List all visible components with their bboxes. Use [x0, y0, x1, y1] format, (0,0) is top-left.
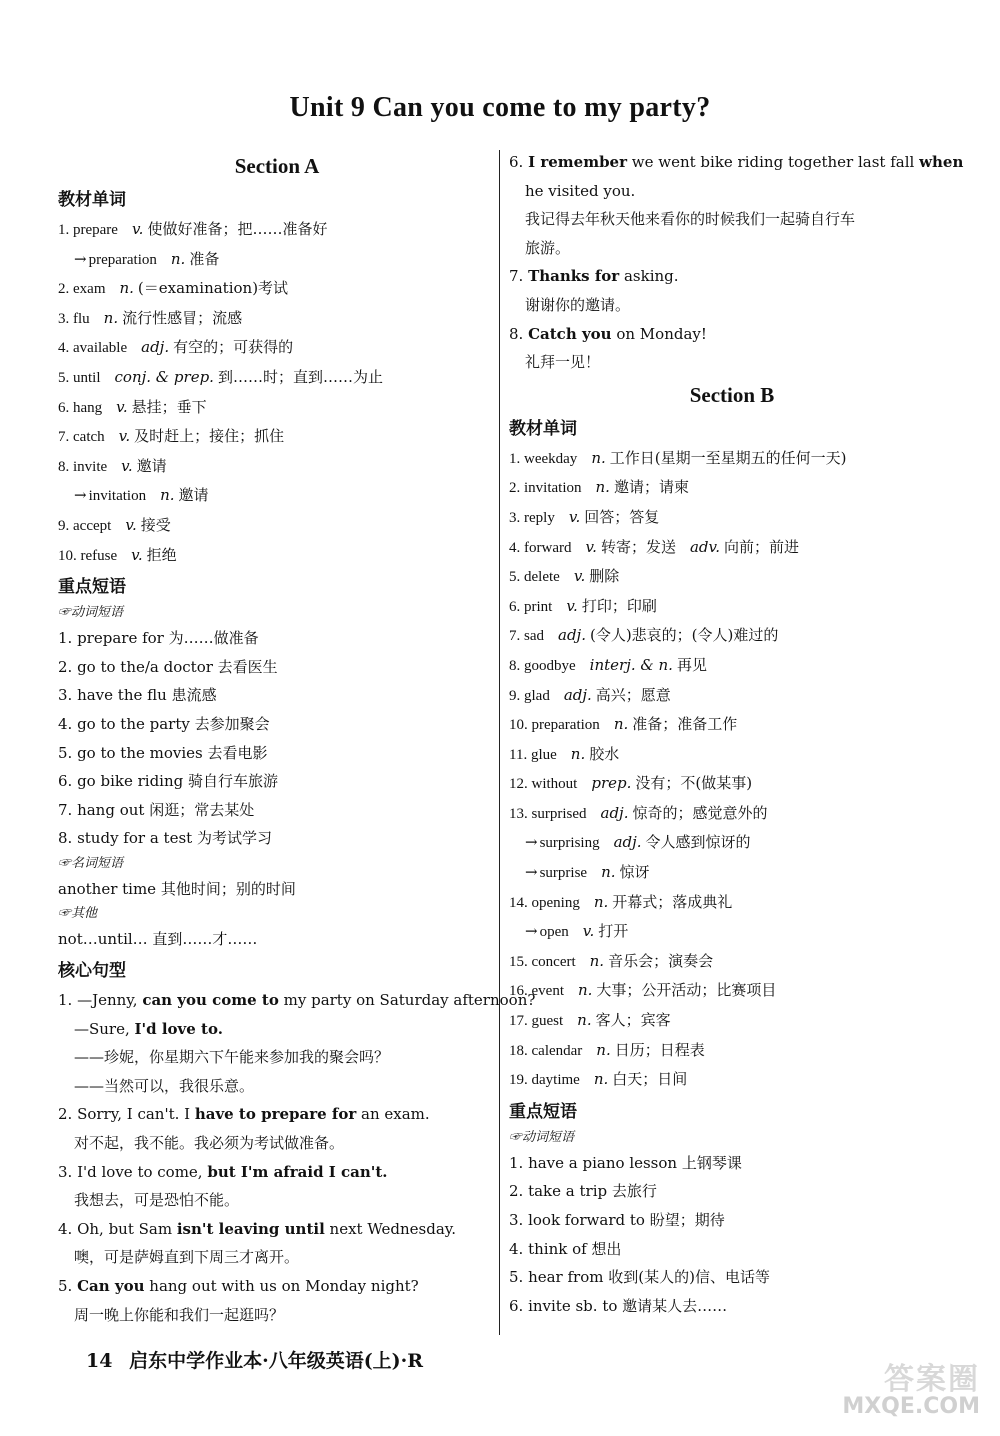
- sentence-line: [509, 148, 964, 177]
- sentence-text: 旅游。: [525, 238, 571, 257]
- vocab-meaning: 悬挂；垂下: [131, 397, 207, 416]
- vocab-word: 14. opening: [509, 894, 580, 911]
- part-of-speech: adj.: [558, 626, 586, 645]
- key-phrase: Thanks for: [528, 267, 620, 286]
- derivation-arrow-icon: →: [74, 249, 87, 268]
- vocab-entry: [509, 1006, 955, 1036]
- vocab-entry: [509, 592, 955, 622]
- sentence-text: asking.: [619, 267, 679, 286]
- section-a-title: Section A: [234, 154, 320, 178]
- vocab-meaning: 有空的；可获得的: [173, 338, 294, 357]
- key-phrase: Catch you: [528, 324, 612, 343]
- vocab-word: 3. reply: [509, 509, 555, 526]
- phrase-item: 3. have the flu 患流感: [58, 686, 217, 705]
- part-of-speech: conj. & prep.: [114, 367, 214, 386]
- sentence-line: [509, 262, 955, 291]
- phrase-item: 1. prepare for 为……做准备: [58, 629, 259, 648]
- vocab-word: 2. invitation: [509, 480, 582, 497]
- vocab-word: invitation: [88, 488, 147, 505]
- vocab-word: surprising: [539, 835, 600, 852]
- sentence-text: 周一晚上你能和我们一起逛吗？: [74, 1305, 285, 1324]
- sentence-heading-a: 核心句型: [58, 961, 126, 982]
- vocab-meaning: 令人感到惊讶的: [645, 833, 751, 852]
- sentence-line: [58, 1072, 496, 1101]
- sentence-line: [58, 1215, 496, 1244]
- vocab-entry: [509, 562, 955, 592]
- vocab-word: 4. forward: [509, 539, 572, 556]
- sentence-text: 噢，可是萨姆直到下周三才离开。: [74, 1248, 300, 1267]
- vocab-meaning: 及时赶上；接住；抓住: [134, 427, 285, 446]
- vocab-word: 8. goodbye: [509, 657, 576, 674]
- vocab-entry: [509, 621, 955, 651]
- vocab-entry: [58, 333, 496, 363]
- watermark-url: MXQE.COM: [842, 1394, 980, 1419]
- vocab-meaning: 邀请；请柬: [613, 478, 689, 497]
- vocab-entry: [58, 304, 496, 334]
- part-of-speech: n.: [589, 951, 605, 970]
- vocab-heading-b: 教材单词: [509, 418, 577, 439]
- key-phrase: Can you: [77, 1277, 145, 1295]
- key-phrase: but I'm afraid I can't.: [207, 1162, 388, 1181]
- vocab-word: surprise: [539, 865, 588, 882]
- sentence-text: he visited you.: [525, 181, 636, 200]
- part-of-speech: adj.: [600, 803, 629, 822]
- part-of-speech: v.: [131, 220, 144, 238]
- sentence-text: —Sure,: [74, 1019, 135, 1038]
- vocab-word: 9. glad: [509, 687, 550, 704]
- phrase-item: 2. take a trip 去旅行: [509, 1182, 657, 1201]
- vocab-word: 12. without: [509, 776, 578, 793]
- vocab-entry: [509, 503, 955, 533]
- vocab-word: 10. preparation: [509, 717, 600, 734]
- vocab-entry: [58, 393, 496, 423]
- sentence-text: next Wednesday.: [324, 1219, 457, 1238]
- sentence-list-a-continued: [509, 148, 964, 377]
- vocab-meaning: 回答；答复: [584, 507, 660, 526]
- vocab-entry: [58, 274, 496, 304]
- part-of-speech: v.: [121, 456, 133, 475]
- right-column: [509, 148, 964, 1320]
- sentence-text: 4. Oh, but Sam: [58, 1219, 177, 1238]
- phrase-item: 3. look forward to 盼望；期待: [509, 1211, 725, 1229]
- section-b-title: Section B: [689, 382, 775, 407]
- sentence-line: [58, 1243, 496, 1272]
- vocab-word: 16. event: [509, 983, 564, 1000]
- part-of-speech: n.: [593, 892, 609, 911]
- noun-phrase-label-a: ☞名词短语: [58, 855, 124, 871]
- vocab-entry: [509, 828, 955, 858]
- phrase-item: 5. go to the movies 去看电影: [58, 743, 268, 762]
- vocab-entry: [509, 769, 955, 799]
- vocab-word: 7. catch: [58, 429, 105, 446]
- sentence-text: 对不起，我不能。我必须为考试做准备。: [74, 1134, 345, 1153]
- part-of-speech: n.: [596, 1040, 611, 1059]
- part-of-speech: n.: [103, 308, 119, 327]
- sentence-text: 7.: [509, 267, 529, 286]
- sentence-line: [58, 1100, 496, 1129]
- part-of-speech: n.: [593, 1070, 609, 1089]
- vocab-meaning: 准备: [189, 249, 220, 268]
- part-of-speech: n.: [577, 1011, 592, 1030]
- vocab-meaning: 转寄；发送: [600, 537, 676, 556]
- part-of-speech: interj. & n.: [589, 655, 673, 674]
- derivation-arrow-icon: →: [525, 833, 538, 852]
- vocab-meaning: 客人；宾客: [595, 1011, 671, 1030]
- verb-phrase-label-a: ☞动词短语: [58, 605, 124, 621]
- vocab-meaning: 再见: [676, 655, 707, 674]
- part-of-speech: v.: [568, 507, 581, 526]
- vocab-entry: [509, 858, 955, 888]
- part-of-speech: n.: [591, 448, 606, 467]
- sentence-text: 谢谢你的邀请。: [525, 295, 631, 314]
- page-number: 14: [86, 1350, 113, 1372]
- vocab-word: 4. available: [58, 340, 128, 357]
- sentence-line: [509, 205, 955, 234]
- sentence-line: [58, 1158, 496, 1187]
- vocab-word: 9. accept: [58, 517, 112, 534]
- sentence-line: [509, 291, 955, 320]
- sentence-line: [509, 234, 955, 263]
- vocab-entry: [509, 947, 955, 977]
- vocab-meaning: 拒绝: [146, 545, 177, 564]
- part-of-speech: n.: [613, 715, 629, 734]
- sentence-text: 5.: [58, 1277, 78, 1295]
- page-title: Unit 9 Can you come to my party?: [289, 92, 711, 123]
- vocab-entry: [58, 215, 496, 245]
- sentence-text: an exam.: [356, 1105, 430, 1124]
- key-phrase: I remember: [528, 153, 627, 171]
- sentence-line: [509, 177, 955, 206]
- sentence-text: 8.: [509, 324, 529, 343]
- vocab-word: 5. delete: [509, 569, 560, 586]
- phrase-item: 7. hang out 闲逛；常去某处: [58, 800, 255, 819]
- vocab-entry: [509, 710, 955, 740]
- vocab-meaning: 打印；印刷: [581, 596, 657, 615]
- sentence-line: [58, 986, 536, 1015]
- sentence-line: [58, 1043, 496, 1072]
- vocab-meaning: 流行性感冒；流感: [122, 308, 243, 327]
- vocab-meaning: 白天；日间: [612, 1070, 688, 1089]
- key-phrase: have to prepare for: [194, 1105, 357, 1124]
- book-title: 启东中学作业本·八年级英语(上)·R: [129, 1350, 424, 1372]
- vocab-list-b: [509, 444, 955, 1095]
- vocab-meaning: 删除: [589, 567, 620, 586]
- sentence-text: 1. —Jenny,: [58, 991, 143, 1010]
- vocab-entry: [509, 799, 955, 829]
- vocab-word: open: [539, 924, 569, 941]
- vocab-entry: [509, 1036, 955, 1066]
- key-phrase: when: [919, 153, 964, 171]
- part-of-speech: v.: [566, 596, 578, 615]
- vocab-entry: [509, 740, 955, 770]
- vocab-entry: [509, 1065, 955, 1095]
- vocab-word: 8. invite: [58, 458, 108, 475]
- vocab-entry: [58, 541, 496, 571]
- phrase-item: another time 其他时间；别的时间: [58, 879, 296, 898]
- phrase-item: 2. go to the/a doctor 去看医生: [58, 657, 278, 676]
- vocab-entry: [509, 976, 955, 1006]
- sentence-text: 2. Sorry, I can't. I: [58, 1105, 195, 1124]
- sentence-text: 6.: [509, 153, 529, 171]
- phrase-item: 4. think of 想出: [509, 1239, 622, 1258]
- vocab-meaning: 日历；日程表: [614, 1040, 705, 1059]
- vocab-word: 5. until: [58, 369, 101, 386]
- phrase-item: not…until… 直到……才……: [58, 930, 258, 949]
- vocab-word: 17. guest: [509, 1013, 564, 1030]
- sentence-text: 我想去，可是恐怕不能。: [74, 1191, 240, 1210]
- vocab-entry: [58, 481, 496, 511]
- vocab-word: 6. print: [509, 598, 553, 615]
- part-of-speech: adv.: [689, 537, 720, 556]
- vocab-entry: [509, 681, 955, 711]
- vocab-entry: [58, 363, 496, 393]
- part-of-speech: adj.: [141, 338, 170, 357]
- vocab-list-a: [58, 215, 496, 570]
- vocab-entry: [58, 452, 496, 482]
- vocab-meaning: 胶水: [589, 744, 620, 763]
- vocab-meaning: 工作日(星期一至星期五的任何一天): [609, 448, 847, 467]
- vocab-meaning: 惊讶: [619, 863, 650, 882]
- key-phrase: can you come to: [142, 991, 279, 1010]
- sentence-text: 我记得去年秋天他来看你的时候我们一起骑自行车: [525, 210, 856, 229]
- vocab-word: 10. refuse: [58, 547, 118, 564]
- vocab-entry: [509, 651, 955, 681]
- vocab-word: 2. exam: [58, 281, 106, 298]
- vocab-entry: [58, 422, 496, 452]
- part-of-speech: n.: [570, 744, 586, 763]
- part-of-speech: adj.: [613, 833, 642, 852]
- vocab-entry: [509, 533, 955, 563]
- sentence-text: ——当然可以，我很乐意。: [74, 1076, 255, 1095]
- vocab-entry: [58, 245, 496, 275]
- sentence-text: 礼拜一见！: [525, 353, 601, 372]
- part-of-speech: n.: [160, 486, 175, 505]
- vocab-word: 15. concert: [509, 953, 576, 970]
- vocab-word: 13. surprised: [509, 805, 587, 822]
- vocab-meaning: 打开: [598, 922, 629, 941]
- sentence-line: [58, 1186, 496, 1215]
- other-label-a: ☞其他: [58, 906, 98, 922]
- vocab-entry: [509, 888, 955, 918]
- vocab-word: 6. hang: [58, 399, 103, 416]
- derivation-arrow-icon: →: [525, 863, 538, 882]
- vocab-word: 11. glue: [509, 746, 557, 763]
- part-of-speech: prep.: [591, 774, 632, 793]
- vocab-word: 19. daytime: [509, 1072, 580, 1089]
- vocab-word: 18. calendar: [509, 1042, 583, 1059]
- vocab-meaning: 没有；不(做某事): [635, 774, 753, 793]
- part-of-speech: n.: [577, 981, 593, 1000]
- vocab-meaning: 高兴；愿意: [595, 685, 671, 704]
- part-of-speech: n.: [595, 478, 610, 497]
- column-divider: [499, 150, 500, 1335]
- verb-phrase-label-b: ☞动词短语: [509, 1129, 575, 1145]
- part-of-speech: v.: [573, 567, 586, 586]
- noun-phrase-list-a: [58, 875, 496, 904]
- sentence-text: my party on Saturday afternoon?: [278, 991, 536, 1010]
- sentence-text: on Monday!: [611, 324, 707, 343]
- vocab-meaning: 到……时；直到……为止: [217, 367, 383, 386]
- part-of-speech: n.: [601, 863, 616, 882]
- vocab-meaning: 大事；公开活动；比赛项目: [596, 981, 777, 1000]
- vocab-meaning: 邀请: [136, 456, 167, 475]
- phrase-item: 6. invite sb. to 邀请某人去……: [509, 1296, 728, 1315]
- vocab-word: 3. flu: [58, 310, 90, 327]
- part-of-speech: n.: [119, 279, 134, 298]
- watermark-logo: 答案圈: [884, 1362, 980, 1397]
- verb-phrase-list-a: [58, 624, 496, 853]
- phrase-item: 8. study for a test 为考试学习: [58, 829, 272, 848]
- derivation-arrow-icon: →: [525, 922, 538, 941]
- phrase-item: 5. hear from 收到(某人的)信、电话等: [509, 1268, 770, 1287]
- phrase-heading-b: 重点短语: [509, 1101, 577, 1122]
- vocab-word: preparation: [88, 251, 157, 268]
- vocab-entry: [509, 444, 955, 474]
- part-of-speech: v.: [125, 515, 137, 534]
- sentence-text: hang out with us on Monday night?: [144, 1277, 419, 1295]
- part-of-speech: v.: [582, 922, 595, 941]
- other-phrase-list-a: [58, 925, 496, 954]
- sentence-text: we went bike riding together last fall: [627, 153, 920, 171]
- vocab-heading-a: 教材单词: [58, 190, 126, 210]
- vocab-meaning: (令人)悲哀的；(令人)难过的: [589, 626, 779, 645]
- key-phrase: I'd love to.: [134, 1019, 223, 1038]
- sentence-text: ——珍妮，你星期六下午能来参加我的聚会吗？: [74, 1048, 390, 1067]
- page-footer: [86, 1346, 423, 1373]
- sentence-list-a: [58, 986, 536, 1329]
- phrase-item: 6. go bike riding 骑自行车旅游: [58, 772, 279, 791]
- vocab-meaning: 使做好准备；把……准备好: [147, 220, 328, 238]
- vocab-word: 7. sad: [509, 628, 544, 645]
- phrase-item: 1. have a piano lesson 上钢琴课: [509, 1153, 742, 1172]
- vocab-entry: [509, 917, 955, 947]
- derivation-arrow-icon: →: [74, 486, 87, 505]
- sentence-line: [509, 348, 955, 377]
- part-of-speech: n.: [170, 249, 186, 268]
- vocab-meaning: 惊奇的；感觉意外的: [632, 803, 768, 822]
- verb-phrase-list-b: [509, 1149, 955, 1321]
- sentence-line: [509, 320, 955, 349]
- vocab-meaning: 准备；准备工作: [632, 715, 738, 734]
- sentence-line: [58, 1129, 496, 1158]
- vocab-word: 1. weekday: [509, 450, 578, 467]
- part-of-speech: v.: [116, 397, 128, 416]
- sentence-line: [58, 1015, 496, 1044]
- vocab-entry: [509, 473, 955, 503]
- sentence-line: [58, 1301, 496, 1330]
- vocab-meaning: 音乐会；演奏会: [608, 951, 714, 970]
- sentence-text: 3. I'd love to come,: [58, 1162, 208, 1181]
- part-of-speech: v.: [131, 545, 143, 564]
- part-of-speech: v.: [118, 427, 131, 446]
- vocab-meaning: 向前；前进: [723, 537, 799, 556]
- part-of-speech: v.: [585, 537, 597, 556]
- phrase-heading-a: 重点短语: [58, 577, 126, 598]
- vocab-meaning: 邀请: [178, 486, 209, 505]
- key-phrase: isn't leaving until: [176, 1219, 325, 1238]
- sentence-line: [58, 1272, 496, 1301]
- vocab-meaning: (＝examination)考试: [137, 279, 289, 298]
- vocab-word: 1. prepare: [58, 222, 118, 238]
- vocab-entry: [58, 511, 496, 541]
- phrase-item: 4. go to the party 去参加聚会: [58, 714, 270, 733]
- part-of-speech: adj.: [563, 685, 592, 704]
- vocab-meaning: 接受: [140, 515, 171, 534]
- vocab-meaning: 开幕式；落成典礼: [612, 892, 733, 911]
